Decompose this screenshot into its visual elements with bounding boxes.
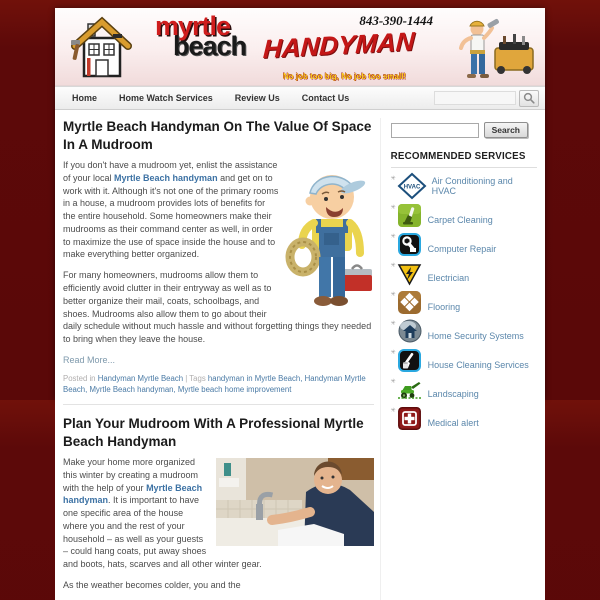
nav-search-input[interactable] [434, 91, 516, 105]
service-link[interactable]: Air Conditioning and HVAC [431, 176, 513, 197]
sidebar [380, 118, 537, 600]
nav-item-review-us[interactable]: Review Us [234, 93, 280, 103]
service-item-computer-repair[interactable] [391, 232, 537, 256]
computer-repair-icon [398, 232, 422, 256]
paragraph-text: and get on to work with it. Although it's not one of the primary rooms in a house, a mudroom provides lots of benefits for the entire household. Some homeowners make their mudrooms as their command center as well, in order to maximize the use of space inside the house and to make everything better organized. [63, 172, 279, 260]
blog-post-2 [63, 415, 374, 592]
tags-label: | Tags [183, 373, 208, 383]
bullet-icon: ✳ [390, 292, 396, 298]
blog-post-1 [63, 118, 374, 396]
read-more-link[interactable]: Read More... [63, 354, 116, 365]
electrician-icon [398, 261, 422, 285]
post-paragraph: For many homeowners, mudrooms allow them to efficiently avoid clutter in their entryway as well as to better organize their mail, coats, schoolbags, and shoes. Mudrooms also allow them to go about their daily schedule without much hassle and without forgetting things they needed to bring when they leave the house. [63, 270, 372, 345]
bullet-icon: ✳ [390, 205, 396, 211]
site-header [55, 8, 545, 86]
paragraph-text: Make your home more organized this winter by creating a mudroom with the help of your [63, 457, 199, 493]
logo-word-handyman: HANDYMAN [262, 25, 416, 65]
tagline: No job too big, No job too small! [283, 72, 407, 81]
house-cleaning-icon [398, 348, 422, 372]
service-link[interactable]: Electrician [427, 273, 470, 284]
bullet-icon: ✳ [390, 234, 396, 240]
service-item-carpet-cleaning[interactable] [391, 203, 537, 227]
hvac-icon [398, 174, 426, 198]
content-area [55, 110, 545, 600]
bullet-icon: ✳ [390, 321, 396, 327]
bullet-icon: ✳ [390, 263, 396, 269]
bullet-icon: ✳ [390, 176, 396, 182]
logo-word-myrtle: myrtle [155, 11, 231, 41]
service-link[interactable]: Carpet Cleaning [427, 215, 493, 226]
bullet-icon: ✳ [390, 379, 396, 385]
logo-word-beach: beach [173, 31, 247, 61]
sidebar-search-input[interactable] [391, 123, 479, 138]
bullet-icon: ✳ [390, 408, 396, 414]
plumber-photo [216, 458, 374, 546]
service-link[interactable]: Computer Repair [427, 244, 497, 255]
nav-item-contact-us[interactable]: Contact Us [301, 93, 350, 103]
nav-search-button[interactable] [519, 90, 539, 107]
post-divider [63, 404, 374, 405]
post-meta [63, 373, 374, 396]
service-link[interactable]: House Cleaning Services [427, 360, 529, 371]
handyman-boy-cartoon [286, 161, 374, 313]
nav-item-home-watch-services[interactable]: Home Watch Services [119, 93, 213, 103]
post-title[interactable]: Plan Your Mudroom With A Professional Myrtle Beach Handyman [63, 415, 364, 449]
nav-search [434, 90, 539, 107]
service-item-electrician[interactable] [391, 261, 537, 285]
service-item-medical-alert[interactable] [391, 406, 537, 430]
main-nav [55, 86, 545, 110]
vacuum-icon [398, 203, 422, 227]
nav-item-home[interactable]: Home [72, 93, 98, 103]
service-link[interactable]: Flooring [427, 302, 461, 313]
service-item-house-cleaning[interactable] [391, 348, 537, 372]
tag-links[interactable]: handyman in Myrtle Beach, Handyman Myrtle Beach, Myrtle Beach handyman, Myrtle beach home improvement [63, 373, 366, 395]
lawn-mower-icon [398, 377, 422, 401]
bullet-icon: ✳ [390, 350, 396, 356]
home-security-icon [398, 319, 422, 343]
house-logo-icon [69, 14, 131, 85]
services-list [391, 174, 537, 430]
site-container [55, 8, 545, 590]
service-link[interactable]: Landscaping [427, 389, 479, 400]
service-item-home-security[interactable] [391, 319, 537, 343]
service-link[interactable]: Medical alert [427, 418, 479, 429]
myrtle-beach-handyman-link[interactable]: Myrtle Beach handyman [114, 172, 218, 183]
myrtle-beach-handyman-link[interactable]: Myrtle Beach handyman [63, 482, 203, 506]
svg-text:HVAC: HVAC [403, 184, 420, 191]
service-link[interactable]: Home Security Systems [427, 331, 524, 342]
service-item-landscaping[interactable] [391, 377, 537, 401]
search-icon [523, 92, 535, 104]
handyman-cartoon [443, 18, 539, 87]
paragraph-text: . It is important to have one specific area of the house where you and the rest of your household – as well as your guests – could hang coats, put away shoes and boots, hats, scarves and all other winter gear. [63, 495, 262, 570]
sidebar-search [391, 122, 537, 138]
flooring-icon [398, 290, 422, 314]
paragraph-text: If you don't have a mudroom yet, enlist the assistance of your local [63, 160, 278, 183]
category-link[interactable]: Handyman Myrtle Beach [97, 373, 184, 383]
posted-in-label: Posted in [63, 373, 98, 383]
recommended-services-heading: RECOMMENDED SERVICES [391, 151, 537, 168]
sidebar-search-button[interactable]: Search [484, 122, 528, 138]
service-item-flooring[interactable] [391, 290, 537, 314]
main-column [63, 118, 380, 600]
service-item-hvac[interactable] [391, 174, 537, 198]
post-paragraph: As the weather becomes colder, you and the [63, 579, 241, 590]
medical-alert-icon [398, 406, 422, 430]
post-title[interactable]: Myrtle Beach Handyman On The Value Of Space In A Mudroom [63, 119, 372, 152]
phone-number: 843-390-1444 [359, 13, 433, 28]
